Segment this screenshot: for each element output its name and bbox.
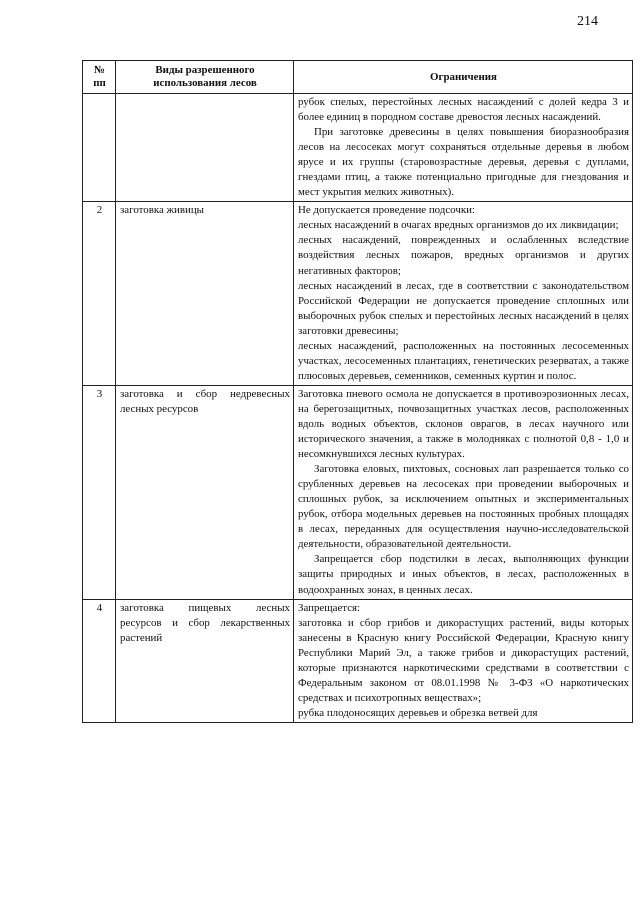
table-row (83, 385, 633, 599)
page-number: 214 (577, 14, 598, 29)
restriction-paragraph: лесных насаждений в лесах, где в соответствии с законодательством Российской Федерации не допускается проведение сплошных или выборочных рубок спелых и перестойных лесных насаждений в целях заготовки древесины; (298, 279, 629, 337)
table-row (83, 94, 633, 202)
table-header-row (83, 61, 633, 94)
restriction-paragraph: При заготовке древесины в целях повышения биоразнообразия лесов на лесосеках могут сохраняться отдельные деревья в любом ярусе и их группы (старовозрастные деревья, деревья с дуплами, гнездами птиц, а также потенциально пригодные для гнездования и мест укрытия мелких животных). (298, 126, 629, 199)
row-num: 2 (83, 202, 116, 386)
restriction-paragraph: Запрещается сбор подстилки в лесах, выполняющих функции защиты природных и иных объектов, в лесах, расположенных в водоохранных зонах, в ценных лесах. (298, 553, 629, 596)
header-restrictions: Ограничения (294, 61, 633, 94)
header-num: № пп (83, 61, 116, 94)
restriction-paragraph: Заготовка еловых, пихтовых, сосновых лап разрешается только со срубленных деревьев на лесосеках при проведении выборочных и сплошных рубок, за исключением опытных и экспериментальных рубок, отбора модельных деревьев на постоянных пробных площадях в лесах, переданных для осуществления научно-исследовательской деятельности, образовательной деятельности. (298, 463, 629, 551)
row-kind: заготовка живицы (116, 202, 294, 386)
row-num (83, 94, 116, 202)
row-num: 4 (83, 599, 116, 722)
row-kind: заготовка и сбор недревесных лесных ресурсов (116, 385, 294, 599)
row-kind: заготовка пищевых лесных ресурсов и сбор лекарственных растений (116, 599, 294, 722)
restriction-paragraph: лесных насаждений, расположенных на постоянных лесосеменных участках, лесосеменных плантациях, генетических резерватах, а также плюсовых деревьев, семенников, семенных куртин и полос. (298, 339, 629, 382)
restriction-paragraph: рубок спелых, перестойных лесных насаждений с долей кедра 3 и более единиц в породном составе древостоя лесных насаждений. (298, 96, 629, 124)
row-restrictions (294, 202, 633, 386)
table-row (83, 202, 633, 386)
restriction-paragraph: лесных насаждений, поврежденных и ослабленных вследствие воздействия лесных пожаров, вредных организмов и других негативных факторов; (298, 234, 629, 277)
header-kind: Виды разрешенного использования лесов (116, 61, 294, 94)
restriction-paragraph: Запрещается: (298, 601, 361, 614)
restriction-paragraph: Не допускается проведение подсочки: (298, 204, 475, 217)
row-restrictions (294, 385, 633, 599)
restrictions-table (82, 60, 633, 723)
restriction-paragraph: лесных насаждений в очагах вредных организмов до их ликвидации; (298, 219, 619, 232)
table-row (83, 599, 633, 722)
row-restrictions (294, 94, 633, 202)
row-num: 3 (83, 385, 116, 599)
row-restrictions (294, 599, 633, 722)
row-kind (116, 94, 294, 202)
restriction-paragraph: Заготовка пневого осмола не допускается в противоэрозионных лесах, на берегозащитных, почвозащитных участках лесов, расположенных вдоль водных объектов, склонов оврагов, в лесах научного или исторического значения, а также в молодняках с полнотой 0,8 - 1,0 и несомкнувшихся лесных культурах. (298, 387, 629, 461)
restriction-paragraph: заготовка и сбор грибов и дикорастущих растений, виды которых занесены в Красную книгу Российской Федерации, Красную книгу Республики Марий Эл, а также грибов и дикорастущих растений, которые признаются наркотическими средствами в соответствии с Федеральным законом от 08.01.1998 № 3-ФЗ «О наркотических средствах и психотропных веществах»; (298, 616, 629, 704)
restriction-paragraph: рубка плодоносящих деревьев и обрезка ветвей для (298, 706, 538, 719)
